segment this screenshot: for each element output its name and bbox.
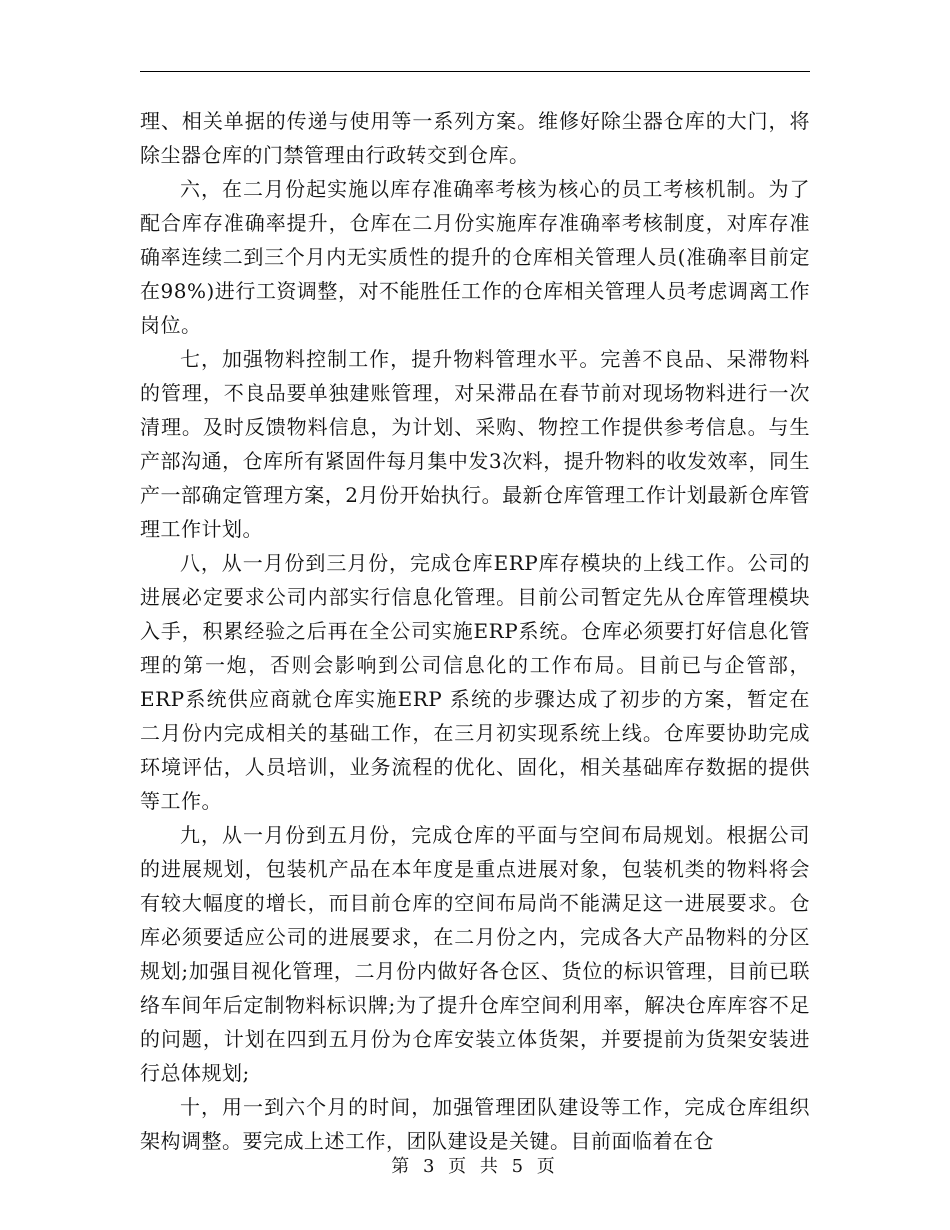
header-rule [140,71,810,72]
paragraph-item-8: 八，从一月份到三月份，完成仓库ERP库存模块的上线工作。公司的进展必定要求公司内部实行信息化管理。目前公司暂定先从仓库管理模块入手，积累经验之后再在全公司实施ERP系统。仓库必须要打好信息化管理的第一炮，否则会影响到公司信息化的工作布局。目前已与企管部，ERP系统供应商就仓库实施ERP 系统的步骤达成了初步的方案，暂定在二月份内完成相关的基础工作，在三月初实现系统上线。仓库要协助完成环境评估，人员培训，业务流程的优化、固化，相关基础库存数据的提供等工作。 [140,551,810,813]
paragraph-continuation: 理、相关单据的传递与使用等一系列方案。维修好除尘器仓库的大门，将除尘器仓库的门禁管理由行政转交到仓库。 [140,109,810,167]
page-number-footer: 第 3 页 共 5 页 [391,1156,559,1177]
document-body [140,104,810,1158]
paragraph-item-6: 六，在二月份起实施以库存准确率考核为核心的员工考核机制。为了配合库存准确率提升，仓库在二月份实施库存准确率考核制度，对库存准确率连续二到三个月内无实质性的提升的仓库相关管理人员(准确率目前定在98%)进行工资调整，对不能胜任工作的仓库相关管理人员考虑调离工作岗位。 [140,177,810,337]
paragraph-item-7: 七，加强物料控制工作，提升物料管理水平。完善不良品、呆滞物料的管理，不良品要单独建账管理，对呆滞品在春节前对现场物料进行一次清理。及时反馈物料信息，为计划、采购、物控工作提供参考信息。与生产部沟通，仓库所有紧固件每月集中发3次料，提升物料的收发效率，同生产一部确定管理方案，2月份开始执行。最新仓库管理工作计划最新仓库管理工作计划。 [140,347,810,541]
paragraph-item-9: 九，从一月份到五月份，完成仓库的平面与空间布局规划。根据公司的进展规划，包装机产品在本年度是重点进展对象，包装机类的物料将会有较大幅度的增长，而目前仓库的空间布局尚不能满足这一进展要求。仓库必须要适应公司的进展要求，在二月份之内，完成各大产品物料的分区规划;加强目视化管理，二月份内做好各仓区、货位的标识管理，目前已联络车间年后定制物料标识牌;为了提升仓库空间利用率，解决仓库库容不足的问题，计划在四到五月份为仓库安装立体货架，并要提前为货架安装进行总体规划; [140,823,810,1085]
paragraph-item-10: 十，用一到六个月的时间，加强管理团队建设等工作，完成仓库组织架构调整。要完成上述工作，团队建设是关键。目前面临着在仓 [140,1095,810,1153]
